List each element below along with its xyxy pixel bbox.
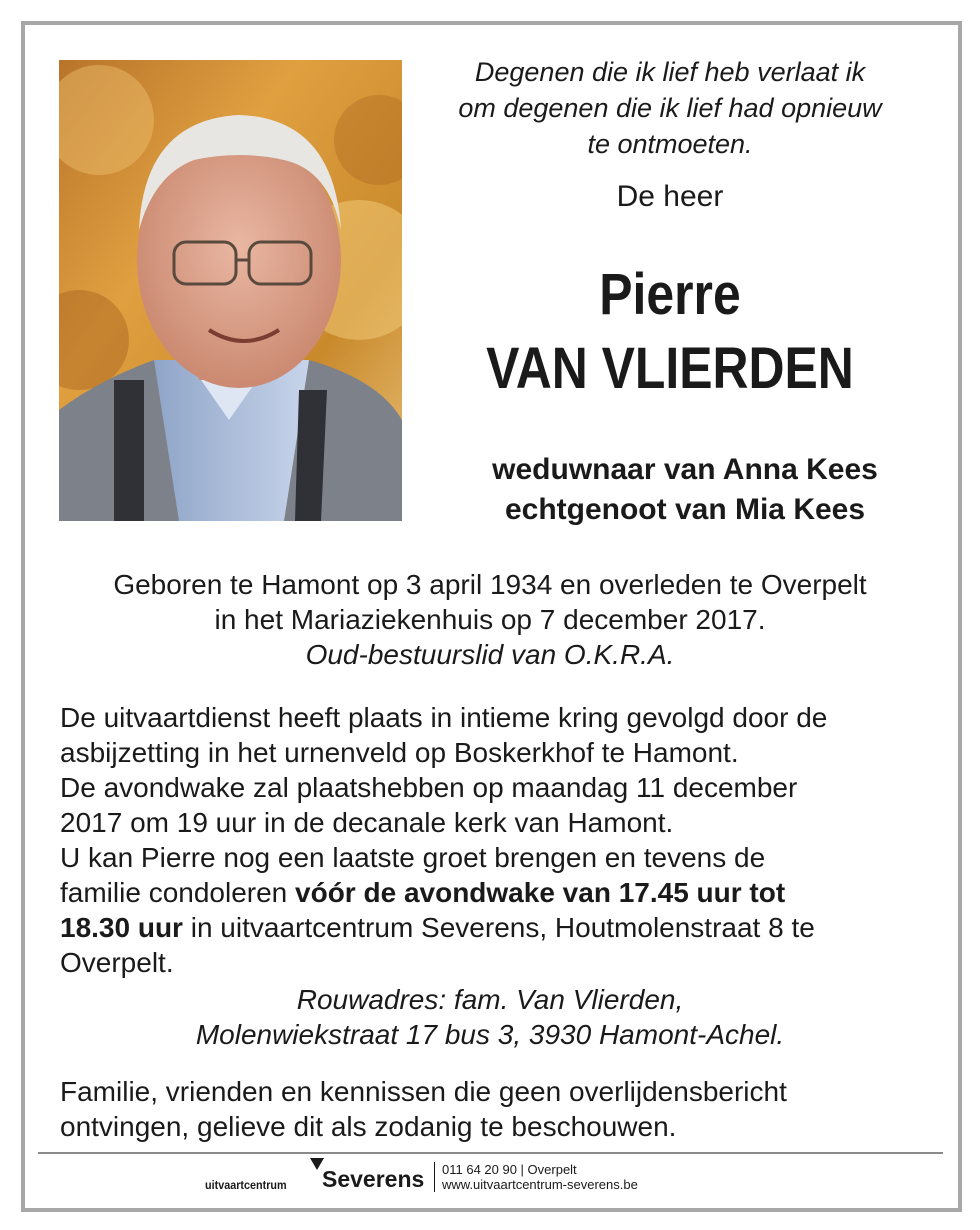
service-line: U kan Pierre nog een laatste groet brengen en tevens de	[60, 842, 766, 873]
closing-line: Familie, vrienden en kennissen die geen overlijdensbericht	[60, 1076, 787, 1107]
website-link[interactable]: www.uitvaartcentrum-severens.be	[442, 1177, 638, 1192]
spouse-line-widower: weduwnaar van Anna Kees	[492, 453, 878, 486]
service-time-bold: 18.30 uur	[60, 912, 183, 943]
service-line	[60, 910, 940, 945]
service-line: De uitvaartdienst heeft plaats in intieme kring gevolgd door de	[60, 702, 828, 733]
footer-logo	[205, 1160, 430, 1196]
poem-line: om degenen die ik lief had opnieuw	[458, 93, 882, 123]
brand-name: Severens	[322, 1166, 425, 1192]
first-name: Pierre	[599, 262, 741, 327]
service-line: asbijzetting in het urnenveld op Boskerkhof te Hamont.	[60, 737, 739, 768]
service-text: in uitvaartcentrum Severens, Houtmolenstraat 8 te	[182, 912, 815, 943]
address-line: Molenwiekstraat 17 bus 3, 3930 Hamont-Achel.	[195, 1019, 785, 1050]
closing-line: ontvingen, gelieve dit als zodanig te beschouwen.	[60, 1111, 677, 1142]
poem-line: te ontmoeten.	[587, 129, 753, 159]
closing-note	[60, 1074, 940, 1144]
role-line: Oud-bestuurslid van O.K.R.A.	[305, 639, 675, 670]
footer-divider-rule	[38, 1152, 943, 1154]
honorific: De heer	[616, 180, 724, 213]
deceased-name	[455, 258, 885, 406]
footer-contact	[442, 1162, 638, 1192]
address-line: Rouwadres: fam. Van Vlierden,	[296, 984, 684, 1015]
memorial-poem	[420, 54, 920, 162]
birth-death-info	[30, 567, 950, 672]
poem-line: Degenen die ik lief heb verlaat ik	[474, 57, 866, 87]
last-name: VAN VLIERDEN	[486, 336, 854, 401]
service-line: De avondwake zal plaatshebben op maandag 11 december	[60, 772, 798, 803]
birth-line: Geboren te Hamont op 3 april 1934 en overleden te Overpelt	[113, 569, 867, 600]
spouse-info	[415, 450, 955, 530]
service-line	[60, 875, 940, 910]
portrait-photo	[59, 60, 402, 521]
spouse-line-husband: echtgenoot van Mia Kees	[504, 493, 866, 526]
death-place-line: in het Mariaziekenhuis op 7 december 2017.	[214, 604, 766, 635]
mourning-address	[30, 982, 950, 1052]
service-line: 2017 om 19 uur in de decanale kerk van Hamont.	[60, 807, 674, 838]
service-details	[60, 700, 940, 980]
footer-separator	[434, 1162, 435, 1192]
service-line: Overpelt.	[60, 947, 174, 978]
service-time-bold: vóór de avondwake van 17.45 uur tot	[295, 877, 786, 908]
service-text: familie condoleren	[60, 877, 296, 908]
phone-line: 011 64 20 90 | Overpelt	[442, 1162, 577, 1177]
brand-small-text: uitvaartcentrum	[205, 1178, 287, 1192]
